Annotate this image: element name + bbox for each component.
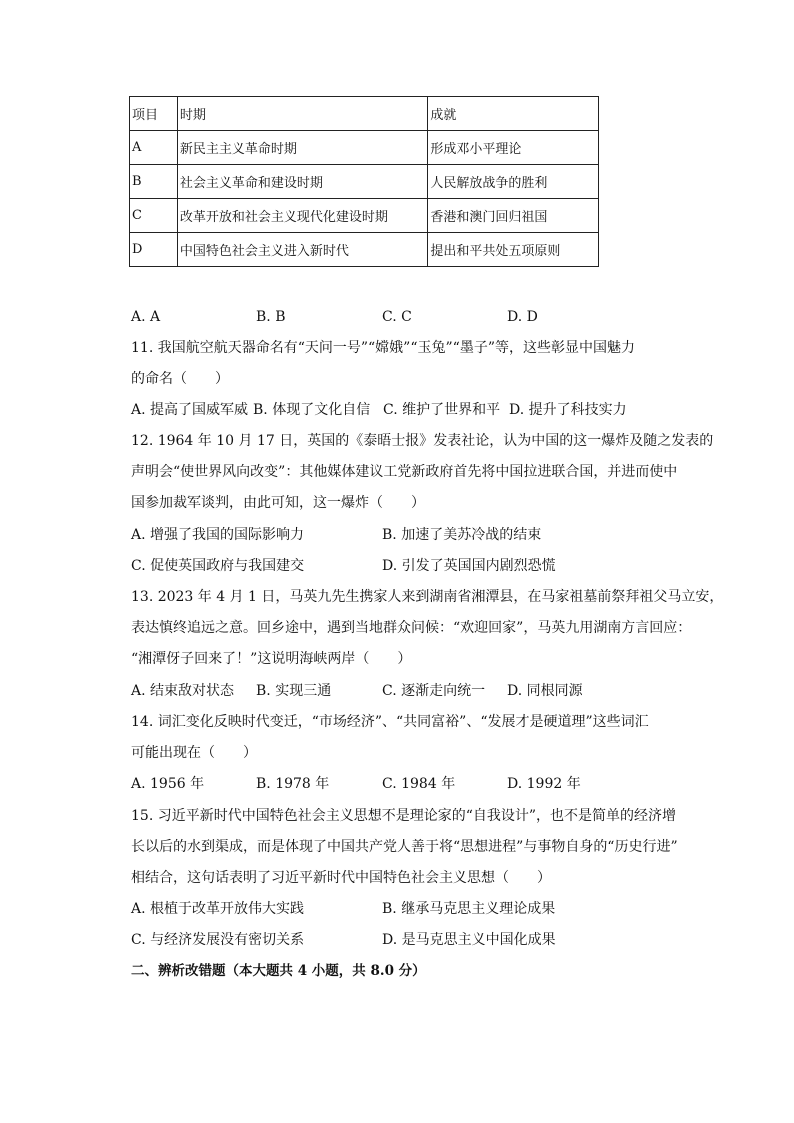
q13-stem-line: 13. 2023 年 4 月 1 日，马英九先生携家人来到湖南省湘潭县，在马家祖墓前祭拜祖父马立安，	[131, 589, 724, 605]
q14-option-a: A. 1956 年	[131, 776, 205, 792]
q13-option-c: C. 逐渐走向统一	[382, 683, 486, 699]
table-cell: A	[130, 131, 178, 165]
table-header-row	[130, 97, 599, 131]
q12-stem-line: 12. 1964 年 10 月 17 日，英国的《泰晤士报》发表社论，认为中国的这一爆炸及随之发表的	[131, 433, 714, 449]
q14-option-d: D. 1992 年	[507, 776, 581, 792]
q12-option-a: A. 增强了我国的国际影响力	[131, 527, 305, 543]
q15-option-a: A. 根植于改革开放伟大实践	[131, 901, 305, 917]
q15-option-b: B. 继承马克思主义理论成果	[382, 901, 556, 917]
q14-stem-line: 14. 词汇变化反映时代变迁，“市场经济”、“共同富裕”、“发展才是硬道理”这些词汇	[131, 714, 649, 730]
section-heading: 二、辨析改错题（本大题共 4 小题，共 8.0 分）	[131, 963, 426, 979]
table-row	[130, 199, 599, 233]
q12-option-d: D. 引发了英国国内剧烈恐慌	[382, 558, 556, 574]
table-header-cell: 成就	[428, 97, 599, 131]
table-cell: 改革开放和社会主义现代化建设时期	[177, 199, 428, 233]
q12-option-b: B. 加速了美苏冷战的结束	[382, 527, 542, 543]
table-cell: 新民主主义革命时期	[177, 131, 428, 165]
q10-option-b: B. B	[256, 309, 286, 325]
q15-option-c: C. 与经济发展没有密切关系	[131, 932, 305, 948]
q11-option-c: C. 维护了世界和平	[383, 402, 501, 418]
table-cell: 形成邓小平理论	[428, 131, 599, 165]
q15-stem-line: 相结合，这句话表明了习近平新时代中国特色社会主义思想（ ）	[131, 870, 551, 886]
q11-option-a: A. 提高了国威军威	[131, 402, 249, 418]
table-row	[130, 131, 599, 165]
q15-stem-line: 15. 习近平新时代中国特色社会主义思想不是理论家的“自我设计”，也不是简单的经济增	[131, 808, 677, 824]
table-cell: D	[130, 233, 178, 267]
q13-option-d: D. 同根同源	[507, 683, 583, 699]
table-cell: 中国特色社会主义进入新时代	[177, 233, 428, 267]
q13-stem-line: 表达慎终追远之意。回乡途中，遇到当地群众问候：“欢迎回家”，马英九用湖南方言回应：	[131, 620, 692, 636]
table-cell: 香港和澳门回归祖国	[428, 199, 599, 233]
table-cell: B	[130, 165, 178, 199]
q14-option-b: B. 1978 年	[256, 776, 330, 792]
q11-stem-line: 11. 我国航空航天器命名有“天问一号”“嫦娥”“玉兔”“墨子”等，这些彰显中国魅力	[131, 340, 635, 356]
achievement-table	[129, 96, 599, 267]
q10-option-a: A. A	[131, 309, 161, 325]
table-cell: 社会主义革命和建设时期	[177, 165, 428, 199]
table-cell: C	[130, 199, 178, 233]
q12-option-c: C. 促使英国政府与我国建交	[131, 558, 305, 574]
q14-option-c: C. 1984 年	[382, 776, 456, 792]
q10-option-c: C. C	[382, 309, 412, 325]
q13-option-b: B. 实现三通	[256, 683, 332, 699]
table-header-cell: 项目	[130, 97, 178, 131]
q11-option-b: B. 体现了文化自信	[253, 402, 371, 418]
q10-option-d: D. D	[507, 309, 538, 325]
table-row	[130, 165, 599, 199]
table-header-cell: 时期	[177, 97, 428, 131]
table-row	[130, 233, 599, 267]
q14-stem-line: 可能出现在（ ）	[131, 745, 257, 761]
q15-stem-line: 长以后的水到渠成，而是体现了中国共产党人善于将“思想进程”与事物自身的“历史行进”	[131, 839, 678, 855]
q12-stem-line: 声明会“使世界风向改变”：其他媒体建议工党新政府首先将中国拉进联合国，并进而使中	[131, 464, 678, 480]
q13-option-a: A. 结束敌对状态	[131, 683, 235, 699]
q12-stem-line: 国参加裁军谈判，由此可知，这一爆炸（ ）	[131, 495, 425, 511]
q15-option-d: D. 是马克思主义中国化成果	[382, 932, 556, 948]
q11-option-d: D. 提升了科技实力	[509, 402, 627, 418]
q11-stem-line: 的命名（ ）	[131, 371, 229, 387]
q13-stem-line: “湘潭伢子回来了！”这说明海峡两岸（ ）	[131, 651, 412, 667]
table-cell: 人民解放战争的胜利	[428, 165, 599, 199]
table-cell: 提出和平共处五项原则	[428, 233, 599, 267]
